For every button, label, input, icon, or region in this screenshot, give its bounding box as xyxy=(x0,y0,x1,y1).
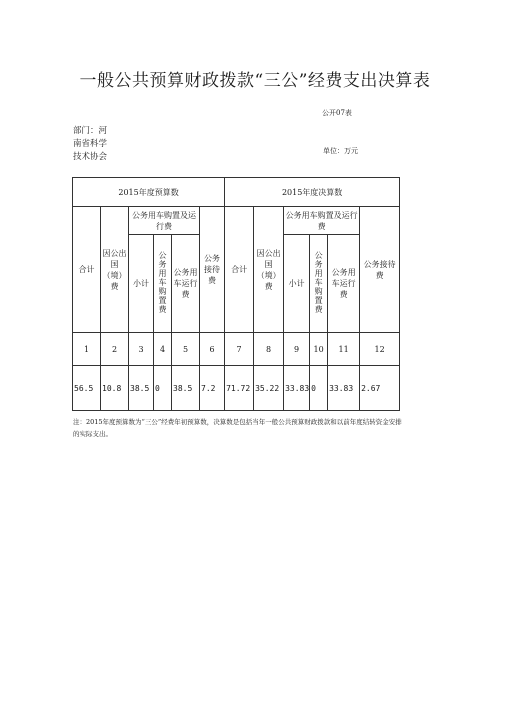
index-cell: 8 xyxy=(254,333,284,366)
index-cell: 5 xyxy=(172,333,200,366)
value-cell: 38.5 xyxy=(129,366,154,411)
index-cell: 1 xyxy=(73,333,101,366)
index-cell: 11 xyxy=(328,333,360,366)
value-cell: 35.22 xyxy=(254,366,284,411)
value-cell: 33.83 xyxy=(284,366,310,411)
value-cell: 38.5 xyxy=(172,366,200,411)
final-total-header: 合计 xyxy=(225,207,254,333)
index-cell: 3 xyxy=(129,333,154,366)
budget-vehicle-operation-header: 公务用车运行费 xyxy=(172,235,200,333)
expense-table xyxy=(72,177,400,411)
final-vehicle-purchase-header: 公务用车购置费 xyxy=(310,235,328,333)
value-cell: 71.72 xyxy=(225,366,254,411)
value-cell: 10.8 xyxy=(101,366,129,411)
index-cell: 9 xyxy=(284,333,310,366)
budget-vehicle-purchase-header: 公务用车购置费 xyxy=(154,235,172,333)
index-cell: 2 xyxy=(101,333,129,366)
department-label: 部门：河南省科学技术协会 xyxy=(73,126,108,162)
table-number: 公开07表 xyxy=(322,109,352,117)
index-row xyxy=(73,333,400,366)
footnote: 注：2015年度预算数为“三公”经费年初预算数，决算数是包括当年一般公共预算财政拨款和以前年度结转资金安排的实际支出。 xyxy=(73,418,402,438)
index-cell: 10 xyxy=(310,333,328,366)
value-cell: 56.5 xyxy=(73,366,101,411)
budget-subtotal-header: 小计 xyxy=(129,235,154,333)
index-cell: 4 xyxy=(154,333,172,366)
final-group-header: 2015年度决算数 xyxy=(225,178,400,207)
value-cell: 2.67 xyxy=(360,366,400,411)
value-cell: 33.83 xyxy=(328,366,360,411)
budget-abroad-header: 因公出国（境）费 xyxy=(101,207,129,333)
final-subtotal-header: 小计 xyxy=(284,235,310,333)
header-row-1 xyxy=(73,178,400,207)
final-vehicle-operation-header: 公务用车运行费 xyxy=(328,235,360,333)
values-row xyxy=(73,366,400,411)
budget-vehicle-group-header: 公务用车购置及运行费 xyxy=(129,207,200,235)
index-cell: 6 xyxy=(200,333,225,366)
value-cell: 7.2 xyxy=(200,366,225,411)
index-cell: 7 xyxy=(225,333,254,366)
final-vehicle-group-header: 公务用车购置及运行费 xyxy=(284,207,360,235)
final-reception-header: 公务接待费 xyxy=(360,207,400,333)
value-cell: 0 xyxy=(310,366,328,411)
budget-total-header: 合计 xyxy=(73,207,101,333)
page-title: 一般公共预算财政拨款“三公”经费支出决算表 xyxy=(79,71,431,91)
value-cell: 0 xyxy=(154,366,172,411)
final-abroad-header: 因公出国（境）费 xyxy=(254,207,284,333)
unit-label: 单位：万元 xyxy=(323,147,358,155)
index-cell: 12 xyxy=(360,333,400,366)
budget-reception-header: 公务接待费 xyxy=(200,207,225,333)
header-row-2 xyxy=(73,207,400,235)
budget-group-header: 2015年度预算数 xyxy=(73,178,225,207)
